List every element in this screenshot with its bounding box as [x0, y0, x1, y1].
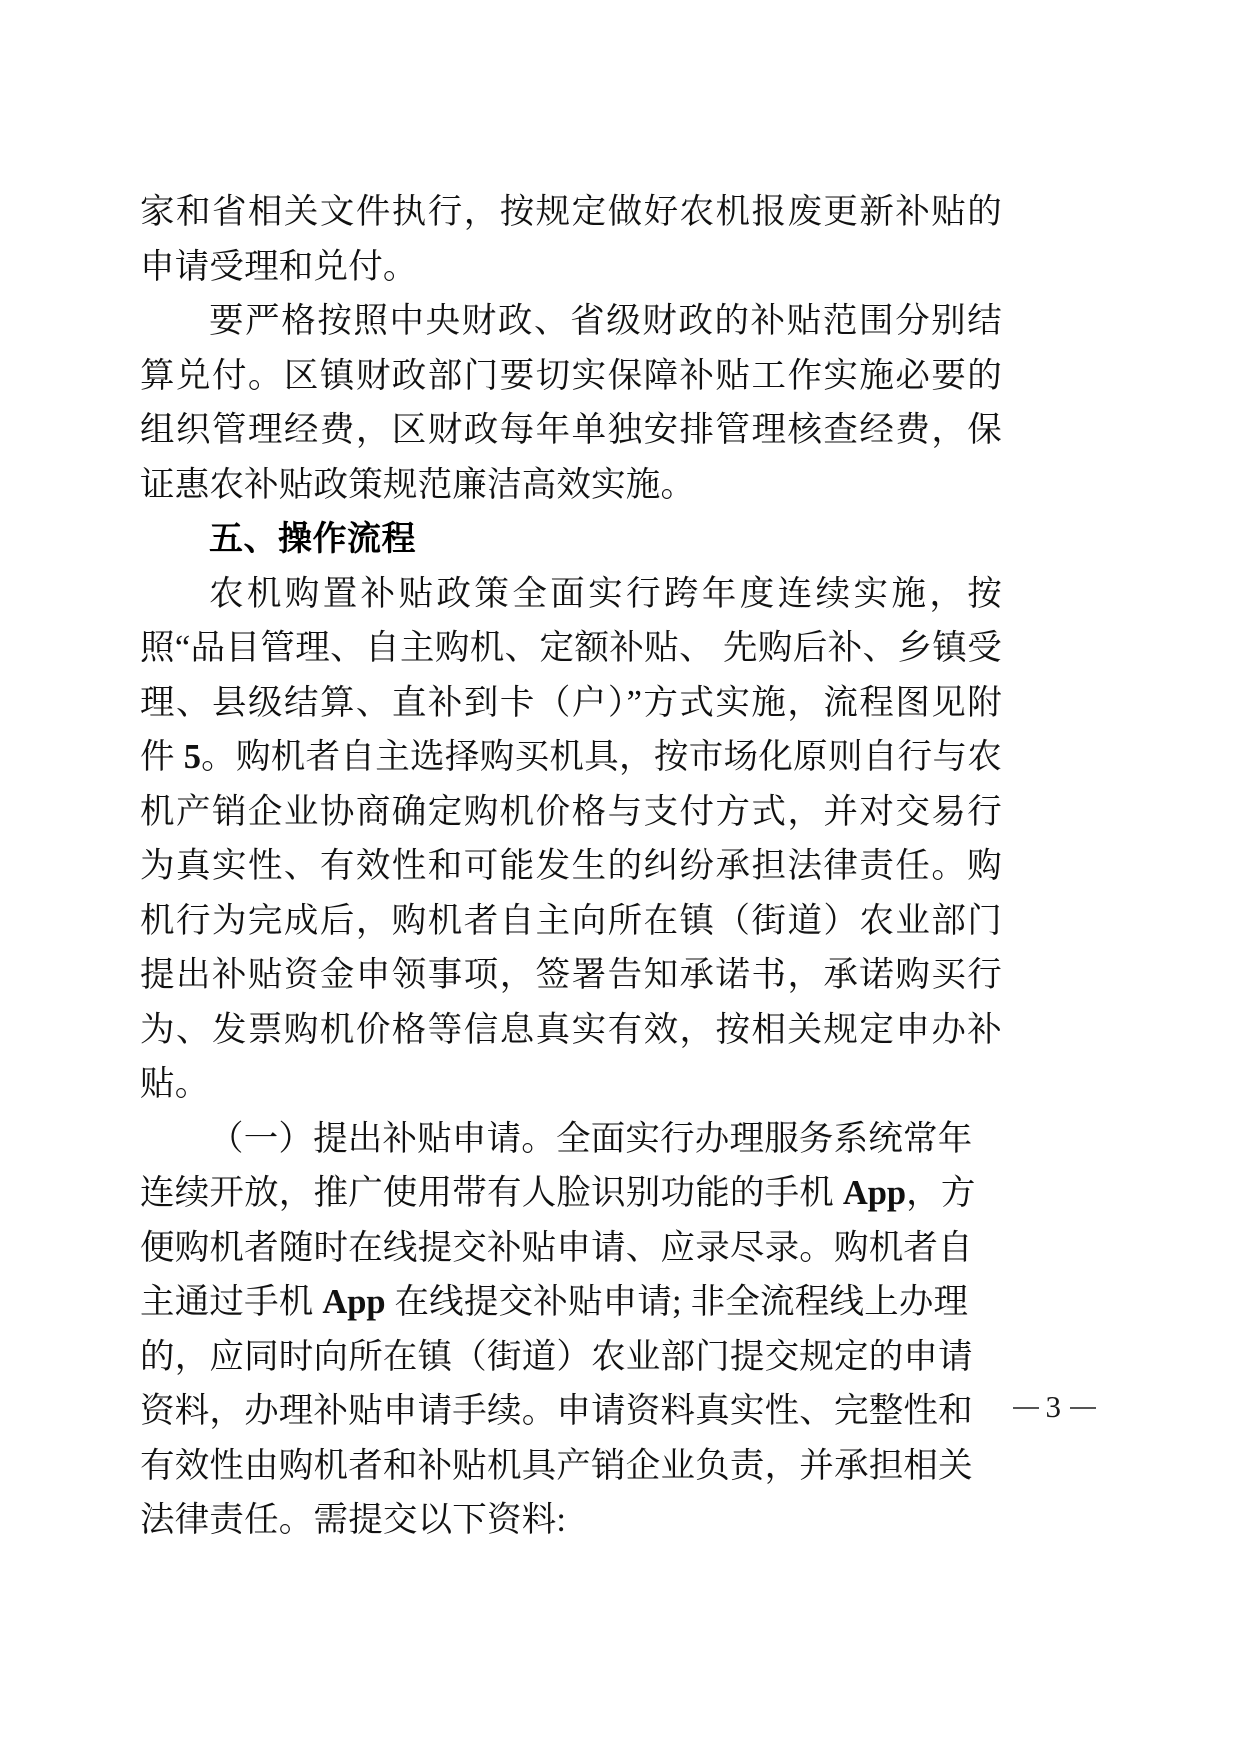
latin-run: App	[322, 1283, 386, 1321]
page-number	[1006, 1389, 1104, 1425]
paragraph-process-overview: 农机购置补贴政策全面实行跨年度连续实施，按照“品目管理、自主购机、定额补贴、 先购后补、乡镇受理、县级结算、直补到卡（户）”方式实施，流程图见附件 5。购机者自主选择购买机具，按市场化原则自行与农机产销企业协商确定购机价格与支付方式，并对交易行为真实性、有效性和可能发生的纠纷承担法律责任。购机行为完成后，购机者自主向所在镇（街道）农业部门提出补贴资金申领事项，签署告知承诺书，承诺购买行为、发票购机价格等信息真实有效，按相关规定申办补贴。	[140, 574, 1002, 1103]
paragraph-item-one-apply: （一）提出补贴申请。全面实行办理服务系统常年连续开放，推广使用带有人脸识别功能的手机 App，方便购机者随时在线提交补贴申请、应录尽录。购机者自主通过手机 App 在线提交补贴申请; 非全流程线上办理的，应同时向所在镇（街道）农业部门提交规定的申请资料，办理补贴申请手续。申请资料真实性、完整性和有效性由购机者和补贴机具产销企业负责，并承担相关法律责任。需提交以下资料:	[140, 1119, 976, 1539]
latin-run: App	[842, 1174, 907, 1212]
page-content	[140, 185, 1002, 1548]
latin-run: 5	[183, 738, 202, 776]
page-number-dash-right	[1070, 1407, 1096, 1409]
page-number-value: 3	[1045, 1389, 1063, 1424]
paragraph-continued-top: 家和省相关文件执行，按规定做好农机报废更新补贴的申请受理和兑付。	[140, 193, 1002, 286]
section-heading-five: 五、操作流程	[209, 520, 416, 558]
page-number-dash-left	[1013, 1407, 1039, 1409]
paragraph-settlement: 要严格按照中央财政、省级财政的补贴范围分别结算兑付。区镇财政部门要切实保障补贴工作实施必要的组织管理经费，区财政每年单独安排管理核查经费，保证惠农补贴政策规范廉洁高效实施。	[140, 302, 1002, 504]
